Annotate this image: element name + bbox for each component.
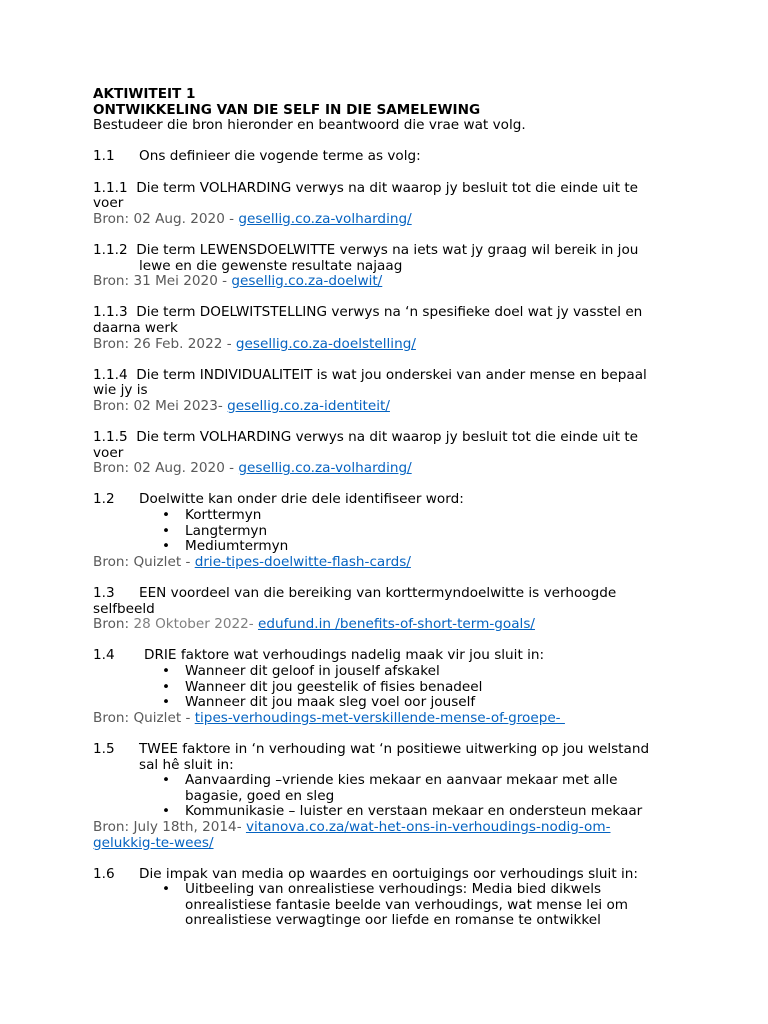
bullet-list	[93, 882, 683, 929]
item-number: 1.1.1	[93, 179, 128, 196]
item-text-cont: voer	[93, 444, 124, 461]
source-link[interactable]: tipes-verhoudings-met-verskillende-mense-of-groepe-	[194, 709, 565, 726]
list-item-text-cont: onrealistiese fantasie beelde van verhoudings, wat mense lei om	[185, 896, 629, 913]
source-label: Bron:	[93, 616, 134, 633]
source-line	[93, 399, 683, 415]
bullet-icon: •	[162, 694, 171, 711]
question-1-6	[93, 867, 683, 929]
item-number: 1.1.3	[93, 304, 128, 321]
list-item-text: Wanneer dit geloof in jouself afskakel	[185, 662, 440, 679]
item-text-cont: daarna werk	[93, 319, 178, 336]
question-text: DRIE faktore wat verhoudings nadelig maak vir jou sluit in:	[144, 647, 545, 664]
list-item	[162, 662, 683, 680]
list-item	[162, 538, 683, 555]
activity-title: AKTIWITEIT 1	[93, 86, 196, 102]
bullet-icon: •	[162, 522, 171, 539]
source-label: Bron: July 18th, 2014-	[93, 818, 246, 835]
source-line	[93, 274, 683, 290]
definition-item	[93, 430, 683, 477]
question-number: 1.2	[93, 491, 115, 508]
question-number: 1.5	[93, 740, 115, 757]
list-item-text: Uitbeeling van onrealistiese verhoudings: Media bied dikwels	[185, 881, 602, 898]
bullet-icon: •	[162, 678, 171, 695]
definition-item	[93, 181, 683, 228]
source-label: Bron: 26 Feb. 2022 -	[93, 335, 236, 352]
list-item	[162, 522, 683, 540]
source-link[interactable]: gesellig.co.za-doelwit/	[231, 273, 383, 290]
question-text: Doelwitte kan onder drie dele identifiseer word:	[139, 491, 464, 508]
list-item	[162, 803, 683, 820]
bullet-list	[93, 664, 683, 711]
bullet-icon: •	[162, 538, 171, 555]
source-date: 28 Oktober 2022-	[133, 616, 259, 633]
item-number: 1.1.5	[93, 429, 128, 446]
source-link[interactable]: gesellig.co.za-volharding/	[238, 210, 412, 227]
source-line	[93, 461, 683, 477]
list-item-text: Kommunikasie – luister en verstaan mekaar en ondersteun mekaar	[185, 803, 643, 820]
list-item	[162, 678, 683, 696]
definition-item	[93, 243, 683, 290]
question-number: 1.3	[93, 585, 115, 601]
source-label: Bron: Quizlet -	[93, 709, 195, 726]
question-1-1	[93, 149, 683, 165]
list-item	[162, 507, 683, 524]
question-1-3	[93, 586, 683, 633]
bullet-icon: •	[162, 803, 171, 820]
item-text-cont: lewe en die gewenste resultate najaag	[139, 257, 403, 274]
question-text: EEN voordeel van die bereiking van korttermyndoelwitte is verhoogde	[139, 585, 617, 601]
item-number: 1.1.4	[93, 366, 128, 383]
source-link[interactable]: gesellig.co.za-identiteit/	[227, 397, 390, 414]
source-label: Bron: 31 Mei 2020 -	[93, 273, 232, 290]
list-item-text: Mediumtermyn	[185, 538, 289, 555]
source-line	[93, 337, 683, 353]
item-text-cont: wie jy is	[93, 382, 148, 399]
item-text-cont: voer	[93, 195, 124, 212]
question-number: 1.4	[93, 647, 115, 664]
source-label: Bron: Quizlet -	[93, 553, 195, 570]
document-body	[93, 87, 683, 929]
source-label: Bron: 02 Aug. 2020 -	[93, 460, 239, 477]
bullet-icon: •	[162, 662, 171, 679]
question-text: Ons definieer die vogende terme as volg:	[139, 148, 421, 165]
source-line	[93, 711, 683, 727]
list-item-text: Korttermyn	[185, 507, 262, 524]
source-link[interactable]: edufund.in /benefits-of-short-term-goals/	[258, 616, 535, 633]
source-label: Bron: 02 Mei 2023-	[93, 397, 228, 414]
list-item-text: Wanneer dit jou geestelik of fisies benadeel	[185, 678, 483, 695]
question-number: 1.6	[93, 865, 115, 882]
item-text: Die term DOELWITSTELLING verwys na ‘n spesifieke doel wat jy vasstel en	[136, 304, 643, 321]
list-item-text: Aanvaarding –vriende kies mekaar en aanvaar mekaar met alle	[185, 772, 618, 789]
item-text: Die term VOLHARDING verwys na dit waarop jy besluit tot die einde uit te	[136, 429, 639, 446]
source-line	[93, 212, 683, 228]
list-item-text: Wanneer dit jou maak sleg voel oor jouself	[185, 694, 476, 711]
source-link[interactable]: gesellig.co.za-doelstelling/	[235, 335, 416, 352]
item-text: Die term LEWENSDOELWITTE verwys na iets wat jy graag wil bereik in jou	[136, 241, 639, 258]
question-text: TWEE faktore in ‘n verhouding wat ‘n positiewe uitwerking op jou welstand	[139, 740, 650, 757]
bullet-icon: •	[162, 772, 171, 789]
source-line	[93, 820, 683, 836]
item-text: Die term INDIVIDUALITEIT is wat jou onderskei van ander mense en bepaal	[136, 366, 647, 383]
definition-item	[93, 305, 683, 352]
source-line	[93, 617, 683, 633]
list-item-text: Langtermyn	[185, 522, 268, 539]
source-link-cont[interactable]: gelukkig-te-wees/	[93, 834, 214, 851]
source-link[interactable]: vitanova.co.za/wat-het-ons-in-verhoudings-nodig-om-	[245, 818, 611, 835]
list-item	[162, 772, 683, 804]
list-item-text-cont: bagasie, goed en sleg	[185, 787, 335, 804]
question-1-4	[93, 648, 683, 726]
activity-subtitle: ONTWIKKELING VAN DIE SELF IN DIE SAMELEWING	[93, 101, 481, 118]
question-number: 1.1	[93, 148, 115, 165]
bullet-list	[93, 773, 683, 820]
bullet-list	[93, 508, 683, 555]
source-label: Bron: 02 Aug. 2020 -	[93, 210, 239, 227]
question-1-5	[93, 742, 683, 851]
instruction-text: Bestudeer die bron hieronder en beantwoord die vrae wat volg.	[93, 117, 526, 134]
list-item-text-cont: onrealistiese verwagtinge oor liefde en romanse te ontwikkel	[185, 912, 601, 929]
source-link[interactable]: gesellig.co.za-volharding/	[238, 460, 412, 477]
source-line-cont	[93, 836, 683, 852]
question-text-cont: sal hê sluit in:	[139, 756, 234, 773]
item-number: 1.1.2	[93, 241, 128, 258]
question-text: Die impak van media op waardes en oortuigings oor verhoudings sluit in:	[139, 865, 638, 882]
item-text: Die term VOLHARDING verwys na dit waarop jy besluit tot die einde uit te	[136, 179, 639, 196]
question-text-cont: selfbeeld	[93, 600, 155, 617]
bullet-icon: •	[162, 881, 171, 898]
bullet-icon: •	[162, 507, 171, 524]
definition-item	[93, 368, 683, 415]
list-item	[162, 881, 683, 929]
source-link[interactable]: drie-tipes-doelwitte-flash-cards/	[194, 553, 411, 570]
list-item	[162, 694, 683, 711]
source-line	[93, 555, 683, 571]
question-1-2	[93, 492, 683, 570]
